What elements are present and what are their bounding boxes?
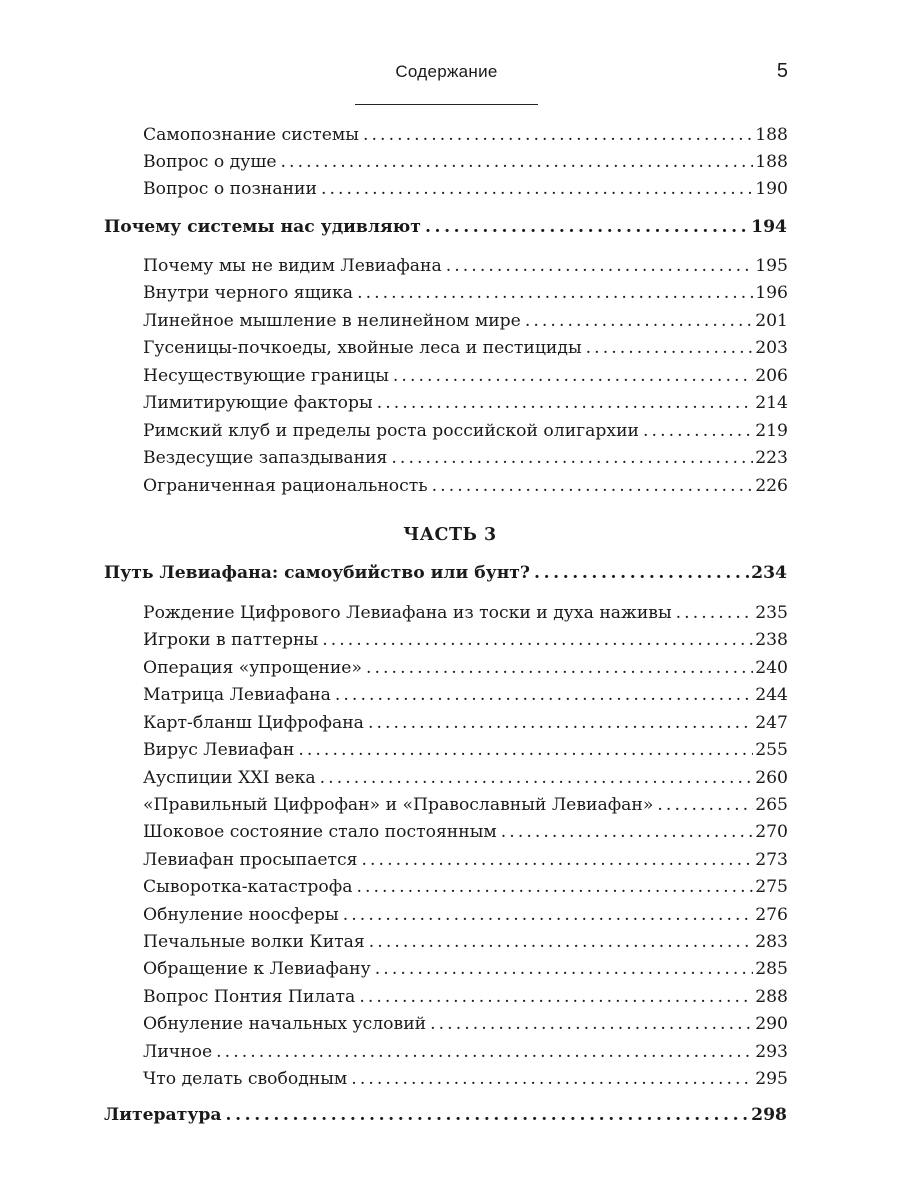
toc-dot-leader bbox=[425, 217, 749, 237]
toc-entry[interactable] bbox=[143, 366, 788, 392]
toc-entry[interactable] bbox=[143, 1069, 788, 1095]
toc-entry[interactable] bbox=[143, 603, 788, 629]
toc-entry-page: 235 bbox=[755, 603, 788, 623]
toc-dot-leader bbox=[320, 768, 754, 788]
toc-entry-title: Несуществующие границы bbox=[143, 366, 389, 386]
toc-entry-title: Вопрос о душе bbox=[143, 152, 277, 172]
toc-entry[interactable] bbox=[143, 476, 788, 502]
toc-entry-page: 195 bbox=[755, 256, 788, 276]
toc-entry-page: 270 bbox=[755, 822, 788, 842]
toc-entry-title: Ауспиции XXI века bbox=[143, 768, 316, 788]
toc-dot-leader bbox=[298, 740, 753, 760]
toc-dot-leader bbox=[226, 1105, 750, 1125]
toc-entry-page: 226 bbox=[755, 476, 788, 496]
toc-entry[interactable] bbox=[143, 987, 788, 1013]
toc-entry-title: Левиафан просыпается bbox=[143, 850, 358, 870]
toc-entry-title: Рождение Цифрового Левиафана из тоски и духа наживы bbox=[143, 603, 672, 623]
toc-entry[interactable] bbox=[143, 768, 788, 794]
toc-entry[interactable] bbox=[143, 740, 788, 766]
toc-entry-page: 219 bbox=[755, 421, 788, 441]
toc-entry-title: Личное bbox=[143, 1042, 213, 1062]
toc-entry-title: Самопознание системы bbox=[143, 125, 359, 145]
header-rule bbox=[355, 104, 538, 105]
toc-entry-page: 240 bbox=[755, 658, 788, 678]
toc-dot-leader bbox=[676, 603, 754, 623]
toc-entry[interactable] bbox=[143, 125, 788, 151]
toc-section-title: Почему системы нас удивляют bbox=[104, 217, 421, 237]
toc-entry-page: 214 bbox=[755, 393, 788, 413]
toc-entry-page: 295 bbox=[755, 1069, 788, 1089]
toc-entry[interactable] bbox=[143, 421, 788, 447]
toc-entry-title: Ограниченная рациональность bbox=[143, 476, 428, 496]
toc-dot-leader bbox=[363, 125, 753, 145]
toc-entry-title: Что делать свободным bbox=[143, 1069, 348, 1089]
toc-entry-page: 203 bbox=[755, 338, 788, 358]
toc-entry[interactable] bbox=[143, 311, 788, 337]
toc-entry-title: Римский клуб и пределы роста российской олигархии bbox=[143, 421, 640, 441]
toc-entry-page: 190 bbox=[755, 179, 788, 199]
toc-entry-page: 188 bbox=[755, 152, 788, 172]
toc-entry[interactable] bbox=[143, 959, 788, 985]
toc-entry-page: 196 bbox=[755, 283, 788, 303]
toc-dot-leader bbox=[281, 152, 754, 172]
toc-entry-title: Гусеницы-почкоеды, хвойные леса и пестициды bbox=[143, 338, 582, 358]
toc-entry-title: Шоковое состояние стало постоянным bbox=[143, 822, 497, 842]
toc-dot-leader bbox=[446, 256, 753, 276]
toc-entry-page: 255 bbox=[755, 740, 788, 760]
toc-entry[interactable] bbox=[143, 850, 788, 876]
toc-entry-page: 238 bbox=[755, 630, 788, 650]
toc-entry-page: 290 bbox=[755, 1014, 788, 1034]
toc-entry-title: Вопрос Понтия Пилата bbox=[143, 987, 356, 1007]
toc-entry-title: Почему мы не видим Левиафана bbox=[143, 256, 442, 276]
toc-entry-title: «Правильный Цифрофан» и «Православный Левиафан» bbox=[143, 795, 654, 815]
toc-dot-leader bbox=[534, 563, 749, 583]
toc-entry[interactable] bbox=[143, 1042, 788, 1068]
toc-entry-title: Линейное мышление в нелинейном мире bbox=[143, 311, 521, 331]
toc-entry[interactable] bbox=[143, 905, 788, 931]
toc-dot-leader bbox=[377, 393, 753, 413]
toc-dot-leader bbox=[375, 959, 753, 979]
toc-section-page: 234 bbox=[751, 563, 787, 583]
toc-dot-leader bbox=[343, 905, 753, 925]
toc-entry-title: Печальные волки Китая bbox=[143, 932, 365, 952]
toc-entry-page: 201 bbox=[755, 311, 788, 331]
toc-entry-title: Обращение к Левиафану bbox=[143, 959, 371, 979]
toc-entry-title: Лимитирующие факторы bbox=[143, 393, 373, 413]
toc-entry-title: Игроки в паттерны bbox=[143, 630, 319, 650]
toc-dot-leader bbox=[391, 448, 753, 468]
toc-entry[interactable] bbox=[143, 152, 788, 178]
toc-entry[interactable] bbox=[143, 179, 788, 205]
toc-entry-title: Вездесущие запаздывания bbox=[143, 448, 388, 468]
toc-dot-leader bbox=[525, 311, 753, 331]
toc-entry-title: Вопрос о познании bbox=[143, 179, 317, 199]
toc-dot-leader bbox=[368, 713, 753, 733]
toc-dot-leader bbox=[321, 179, 753, 199]
toc-entry[interactable] bbox=[143, 822, 788, 848]
toc-entry[interactable] bbox=[143, 448, 788, 474]
toc-dot-leader bbox=[430, 1014, 753, 1034]
toc-entry-title: Операция «упрощение» bbox=[143, 658, 362, 678]
toc-entry[interactable] bbox=[143, 338, 788, 364]
toc-dot-leader bbox=[586, 338, 754, 358]
toc-entry[interactable] bbox=[143, 1014, 788, 1040]
toc-dot-leader bbox=[322, 630, 753, 650]
toc-entry[interactable] bbox=[143, 393, 788, 419]
part-heading: ЧАСТЬ 3 bbox=[403, 525, 497, 545]
toc-entry-title: Карт-бланш Цифрофана bbox=[143, 713, 364, 733]
toc-entry-page: 244 bbox=[755, 685, 788, 705]
toc-section[interactable] bbox=[104, 1105, 787, 1131]
toc-dot-leader bbox=[366, 658, 753, 678]
toc-entry-page: 276 bbox=[755, 905, 788, 925]
toc-entry[interactable] bbox=[143, 713, 788, 739]
toc-dot-leader bbox=[643, 421, 753, 441]
toc-entry[interactable] bbox=[143, 932, 788, 958]
toc-entry-page: 223 bbox=[755, 448, 788, 468]
toc-entry-page: 275 bbox=[755, 877, 788, 897]
toc-dot-leader bbox=[356, 877, 753, 897]
toc-entry-page: 285 bbox=[755, 959, 788, 979]
toc-entry[interactable] bbox=[143, 685, 788, 711]
toc-dot-leader bbox=[657, 795, 753, 815]
toc-entry[interactable] bbox=[143, 795, 788, 821]
toc-entry-title: Матрица Левиафана bbox=[143, 685, 331, 705]
toc-entry-title: Внутри черного ящика bbox=[143, 283, 354, 303]
toc-entry-page: 247 bbox=[755, 713, 788, 733]
toc-entry-page: 188 bbox=[755, 125, 788, 145]
toc-entry-page: 206 bbox=[755, 366, 788, 386]
toc-dot-leader bbox=[369, 932, 753, 952]
toc-entry-page: 260 bbox=[755, 768, 788, 788]
toc-entry-page: 265 bbox=[755, 795, 788, 815]
toc-dot-leader bbox=[351, 1069, 753, 1089]
toc-section-page: 194 bbox=[751, 217, 787, 237]
toc-entry[interactable] bbox=[143, 256, 788, 282]
toc-entry-page: 273 bbox=[755, 850, 788, 870]
toc-dot-leader bbox=[357, 283, 753, 303]
toc-section[interactable] bbox=[104, 563, 787, 589]
toc-dot-leader bbox=[335, 685, 753, 705]
toc-entry-page: 288 bbox=[755, 987, 788, 1007]
toc-dot-leader bbox=[393, 366, 753, 386]
page-number: 5 bbox=[776, 60, 788, 82]
toc-section-page: 298 bbox=[751, 1105, 787, 1125]
toc-entry-title: Обнуление начальных условий bbox=[143, 1014, 427, 1034]
toc-entry-page: 293 bbox=[755, 1042, 788, 1062]
running-header-title: Содержание bbox=[395, 62, 498, 81]
toc-section-title: Литература bbox=[104, 1105, 222, 1125]
toc-dot-leader bbox=[359, 987, 753, 1007]
toc-entry-page: 283 bbox=[755, 932, 788, 952]
toc-section[interactable] bbox=[104, 217, 787, 243]
toc-entry-title: Обнуление ноосферы bbox=[143, 905, 339, 925]
toc-dot-leader bbox=[216, 1042, 753, 1062]
toc-entry-title: Вирус Левиафан bbox=[143, 740, 295, 760]
toc-dot-leader bbox=[361, 850, 753, 870]
toc-section-title: Путь Левиафана: самоубийство или бунт? bbox=[104, 563, 531, 583]
toc-entry[interactable] bbox=[143, 658, 788, 684]
toc-dot-leader bbox=[501, 822, 753, 842]
toc-entry[interactable] bbox=[143, 630, 788, 656]
toc-dot-leader bbox=[432, 476, 754, 496]
toc-entry-title: Сыворотка-катастрофа bbox=[143, 877, 353, 897]
toc-entry[interactable] bbox=[143, 283, 788, 309]
toc-entry[interactable] bbox=[143, 877, 788, 903]
